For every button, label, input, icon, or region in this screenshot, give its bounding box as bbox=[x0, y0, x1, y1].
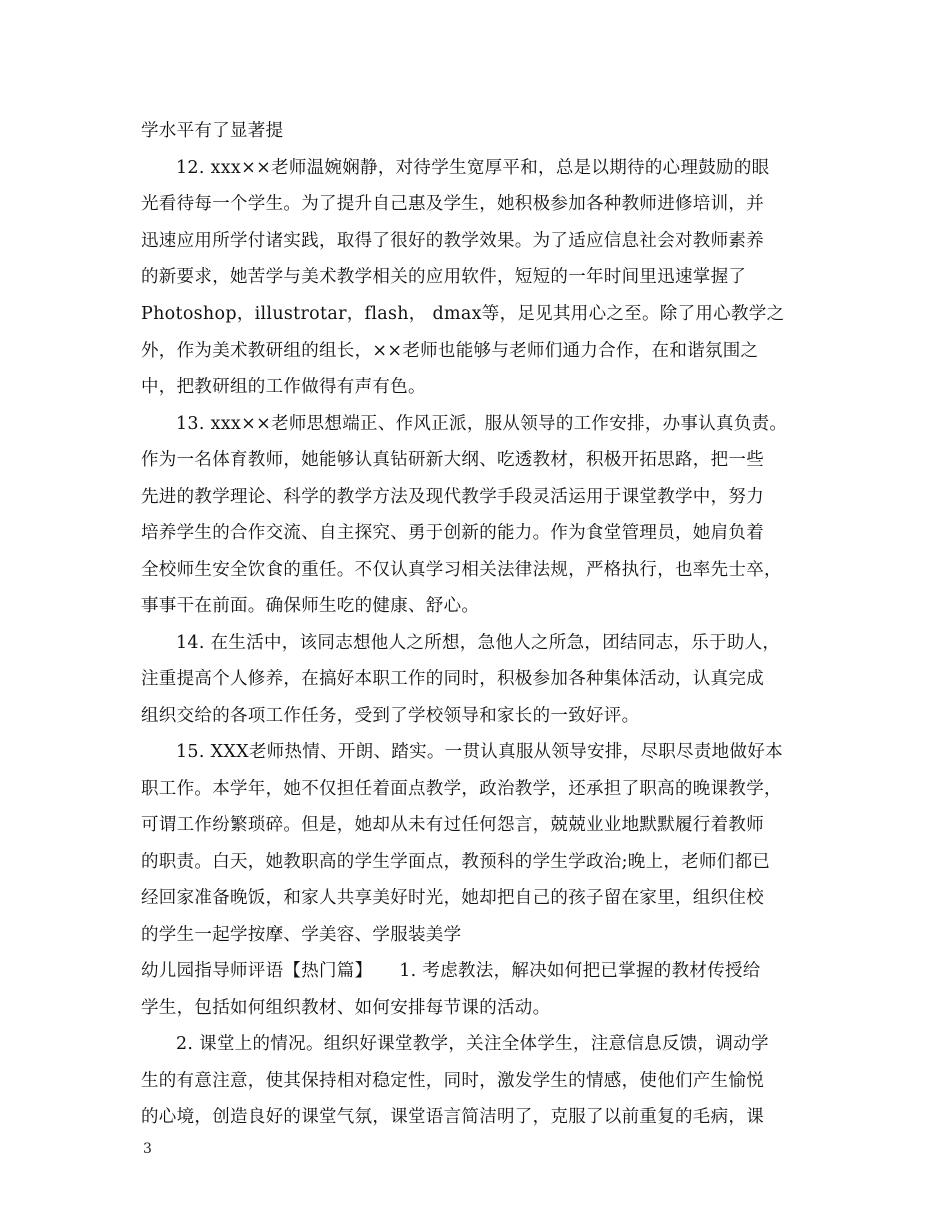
paragraph-2-start: 2. 课堂上的情况。组织好课堂教学，关注全体学生，注意信息反馈，调动学 bbox=[176, 1034, 769, 1054]
paragraph-13-start: 13. xxx××老师思想端正、作风正派，服从领导的工作安排，办事认真负责。 bbox=[176, 414, 788, 434]
text-line: 的新要求，她苦学与美术教学相关的应用软件，短短的一年时间里迅速掌握了 bbox=[141, 267, 747, 287]
text-line: 职工作。本学年，她不仅担任着面点教学，政治教学，还承担了职高的晚课教学， bbox=[141, 779, 782, 799]
text-line: 的心境，创造良好的课堂气氛，课堂语言简洁明了，克服了以前重复的毛病，课 bbox=[141, 1107, 764, 1127]
text-line: 组织交给的各项工作任务，受到了学校领导和家长的一致好评。 bbox=[141, 706, 640, 726]
text-line: 作为一名体育教师，她能够认真钻研新大纲、吃透教材，积极开拓思路，把一些 bbox=[141, 450, 764, 470]
page-number: 3 bbox=[143, 1141, 152, 1157]
text-line: 的职责。白天，她教职高的学生学面点，教预科的学生学政治;晚上，老师们都已 bbox=[141, 852, 771, 872]
text-line: 中，把教研组的工作做得有声有色。 bbox=[141, 377, 426, 397]
paragraph-12-start: 12. xxx××老师温婉娴静，对待学生宽厚平和，总是以期待的心理鼓励的眼 bbox=[176, 158, 770, 178]
text-line: 全校师生安全饮食的重任。不仅认真学习相关法律法规，严格执行，也率先士卒， bbox=[141, 560, 782, 580]
text-line: 迅速应用所学付诸实践，取得了很好的教学效果。为了适应信息社会对教师素养 bbox=[141, 231, 764, 251]
paragraph-15-start: 15. XXX老师热情、开朗、踏实。一贯认真服从领导安排，尽职尽责地做好本 bbox=[176, 742, 783, 762]
text-line: 学生，包括如何组织教材、如何安排每节课的活动。 bbox=[141, 998, 551, 1018]
text-line: 先进的教学理论、科学的教学方法及现代教学手段灵活运用于课堂教学中，努力 bbox=[141, 487, 764, 507]
text-line: 事事干在前面。确保师生吃的健康、舒心。 bbox=[141, 596, 480, 616]
text-line: 光看待每一个学生。为了提升自己惠及学生，她积极参加各种教师进修培训，并 bbox=[141, 194, 764, 214]
text-line: 培养学生的合作交流、自主探究、勇于创新的能力。作为食堂管理员，她肩负着 bbox=[141, 523, 764, 543]
text-line: 可谓工作纷繁琐碎。但是，她却从未有过任何怨言，兢兢业业地默默履行着教师 bbox=[141, 815, 764, 835]
text-line: 学水平有了显著提 bbox=[141, 121, 284, 141]
text-line: Photoshop，illustrotar，flash， dmax等，足见其用心之至。除了用心教学之 bbox=[141, 304, 785, 324]
paragraph-14-start: 14. 在生活中，该同志想他人之所想，急他人之所急，团结同志，乐于助人， bbox=[176, 633, 781, 653]
text-line: 经回家准备晚饭，和家人共享美好时光，她却把自己的孩子留在家里，组织住校 bbox=[141, 888, 764, 908]
text-line: 注重提高个人修养，在搞好本职工作的同时，积极参加各种集体活动，认真完成 bbox=[141, 669, 764, 689]
text-line: 外，作为美术教研组的组长，××老师也能够与老师们通力合作，在和谐氛围之 bbox=[141, 341, 759, 361]
text-line: 生的有意注意，使其保持相对稳定性，同时，激发学生的情感，使他们产生愉悦 bbox=[141, 1071, 764, 1091]
text-line: 的学生一起学按摩、学美容、学服装美学 bbox=[141, 925, 462, 945]
section-heading-line: 幼儿园指导师评语【热门篇】 1. 考虑教法，解决如何把已掌握的教材传授给 bbox=[141, 961, 761, 981]
